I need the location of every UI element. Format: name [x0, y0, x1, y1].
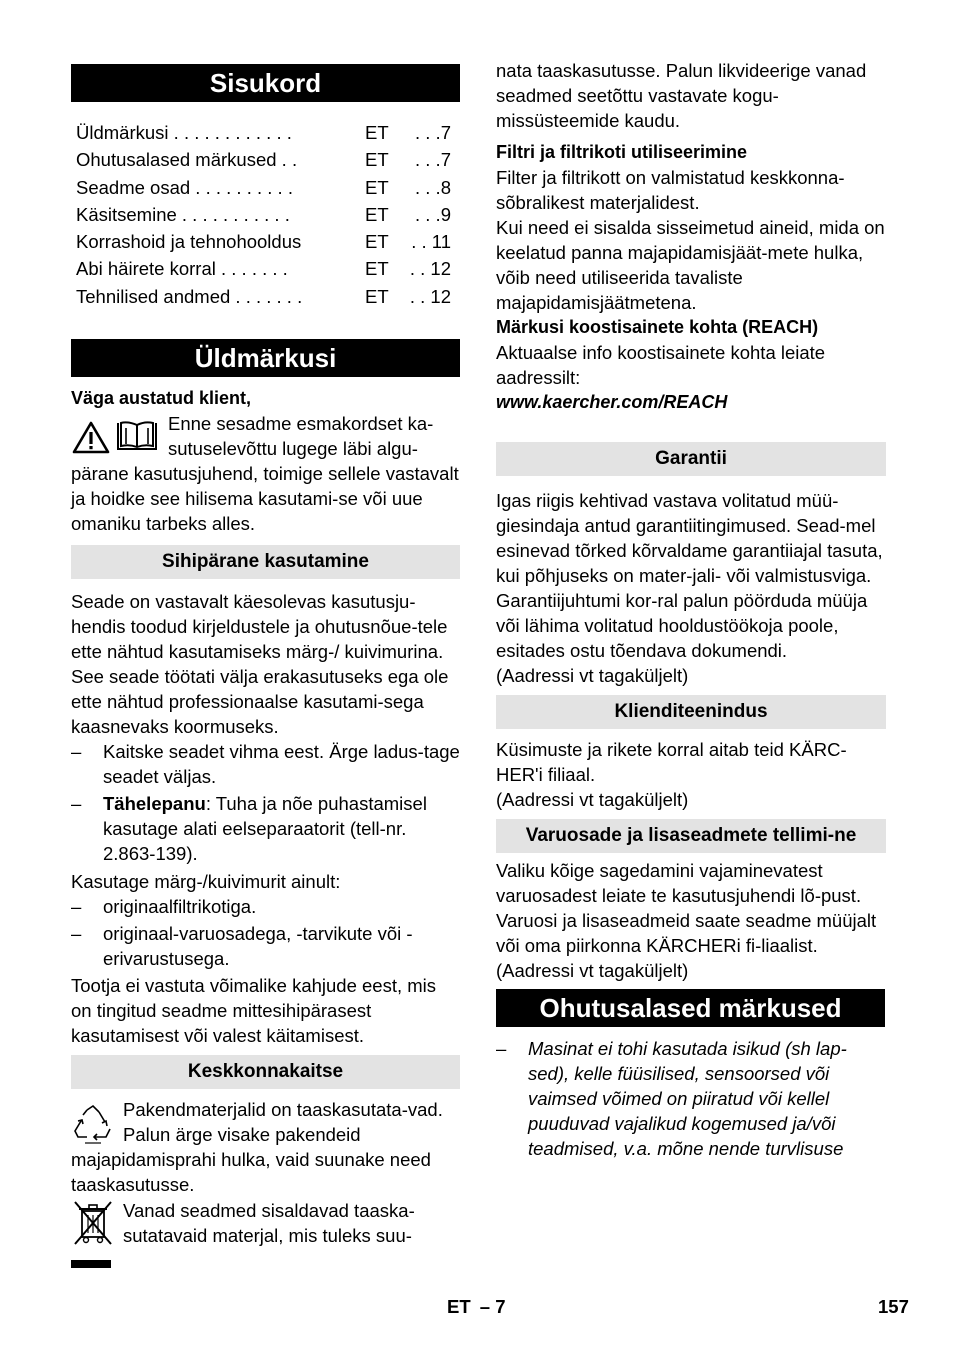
dash-bullet: – [71, 923, 82, 945]
footer-local-page: – 7 [479, 1296, 506, 1317]
toc-entry-page: . . 11 [411, 231, 451, 253]
toc-row[interactable] [71, 228, 460, 255]
filter-p1: Filter ja filtrikott on valmistatud keskkonna-sõbralikest materjalidest. [496, 167, 845, 213]
parts-p1: Valiku kõige sagedamini vajaminevatest varuosadest leiate te kasutusjuhendi lõ-pust. [496, 860, 862, 906]
toc-entry-title: Seadme osad . . . . . . . . . . [76, 176, 293, 198]
left-column [71, 58, 460, 1268]
list-item-text: Masinat ei tohi kasutada isikud (sh lap-sed), kelle füüsilised, sensoorsed või vaimsed võimed on piiratud või kellel puuduvad vajalikud kogemused ja/või teadmised, v.a. mõne nende turvlisuse [528, 1038, 847, 1159]
intro-line: Enne sesadme esmakordset ka- [168, 413, 434, 435]
reach-text: Aktuaalse info koostisainete kohta leiate aadressilt: [496, 342, 826, 388]
service-p1: Küsimuste ja rikete korral aitab teid KÄRC-HER'i filiaal. [496, 739, 847, 785]
toc-entry-lang: ET [365, 285, 389, 307]
packaging-text: Pakendmaterjalid on taaskasutata-vad. Palun ärge visake pakendeid majapidamisprahi hulka, vaid suunake need taaskasutusse. [71, 1099, 443, 1196]
footer-language: ET [447, 1296, 471, 1317]
footer-section [447, 1296, 506, 1318]
old-devices-block [71, 1198, 460, 1250]
intended-p1: Seade on vastavalt käesolevas kasutusju-hendis toodud kirjeldustele ja ohutusnõue-tele ette nähtud kasutamiseks märg-/ kuivimurina. [71, 591, 448, 663]
dash-bullet: – [71, 741, 82, 763]
toc-entry-page: . . .7 [415, 122, 451, 143]
toc-entry-title: Üldmärkusi . . . . . . . . . . . . [76, 122, 292, 143]
reach-title: Märkusi koostisainete kohta (REACH) [496, 317, 819, 337]
toc-entry-title: Abi häirete korral . . . . . . . [76, 258, 288, 280]
old-devices-text: Vanad seadmed sisaldavad taaska-sutatavaid materjal, mis tuleks suu- [123, 1200, 415, 1247]
dash-bullet: – [71, 896, 82, 918]
table-of-contents [71, 119, 460, 310]
intro-block [71, 411, 460, 461]
toc-heading: Sisukord [71, 64, 460, 102]
toc-entry-lang: ET [365, 149, 389, 171]
toc-entry-title: Ohutusalased märkused . . [76, 149, 298, 171]
list-item [71, 894, 460, 919]
toc-entry-lang: ET [365, 258, 389, 280]
manual-book-icon [115, 419, 159, 453]
spare-parts-heading: Varuosade ja lisaseadmete tellimi-ne [496, 819, 886, 853]
attention-label: Tähelepanu [103, 793, 206, 815]
reach-url[interactable]: www.kaercher.com/REACH [496, 392, 728, 412]
toc-entry-title: Korrashoid ja tehnohooldus [76, 231, 302, 253]
intended-use-heading: Sihipärane kasutamine [71, 545, 460, 579]
warranty-heading: Garantii [496, 442, 886, 476]
general-heading: Üldmärkusi [71, 339, 460, 377]
packaging-block [71, 1097, 460, 1197]
dash-bullet: – [496, 1038, 507, 1059]
toc-row[interactable] [71, 146, 460, 173]
toc-entry-page: . . 12 [409, 285, 451, 307]
list-item-text: originaal-varuosadega, -tarvikute või -erivarustusega. [103, 923, 413, 970]
warning-icon [72, 421, 110, 455]
warranty-p2: (Aadressi vt tagaküljelt) [496, 665, 689, 686]
intended-p3: Kasutage märg-/kuivimurit ainult: [71, 871, 341, 893]
list-item-text: originaalfiltrikotiga. [103, 896, 257, 918]
toc-row[interactable] [71, 201, 460, 228]
page-number: 157 [878, 1296, 909, 1317]
dash-bullet: – [71, 793, 82, 815]
intended-p2: See seade töötati välja erakasutuseks ega ole ette nähtud professionaalse kasutami-sega kaasnevaks koormuseks. [71, 666, 449, 738]
right-column [496, 58, 886, 1161]
list-item-text: : Tuha ja nõe puhastamisel kasutage alati eelseparaatorit (tell-nr. 2.863-139). [103, 793, 427, 865]
toc-entry-page: . . 12 [409, 258, 451, 280]
filter-disposal-title: Filtri ja filtrikoti utiliseerimine [496, 142, 748, 162]
intended-p4: Tootja ei vastuta võimalike kahjude eest, mis on tingitud seadme mittesihipärasest kasutamisest või valest käitamisest. [71, 975, 437, 1047]
list-item [71, 921, 460, 971]
toc-entry-lang: ET [365, 122, 389, 143]
intro-line: sutuselevõttu lugege läbi algu- [168, 438, 418, 460]
toc-row[interactable] [71, 255, 460, 282]
service-p2: (Aadressi vt tagaküljelt) [496, 789, 689, 810]
toc-entry-page: . . .7 [415, 149, 451, 171]
toc-entry-page: . . .8 [415, 176, 451, 198]
toc-entry-lang: ET [365, 176, 389, 198]
environment-heading: Keskkonnakaitse [71, 1055, 460, 1089]
crossed-out-bin-icon [71, 1200, 115, 1250]
safety-heading: Ohutusalased märkused [496, 989, 885, 1027]
toc-entry-title: Käsitsemine . . . . . . . . . . . [76, 203, 290, 225]
toc-entry-page: . . .9 [415, 203, 451, 225]
parts-p3: (Aadressi vt tagaküljelt) [496, 960, 689, 981]
weee-bar [71, 1260, 111, 1268]
customer-service-heading: Klienditeenindus [496, 695, 886, 729]
toc-entry-lang: ET [365, 203, 389, 225]
list-item [71, 739, 460, 789]
list-item [71, 791, 460, 866]
list-item-text: Kaitske seadet vihma eest. Ärge ladus-tage seadet väljas. [103, 741, 460, 788]
toc-row[interactable] [71, 119, 460, 146]
toc-entry-title: Tehnilised andmed . . . . . . . [76, 285, 303, 307]
warranty-p1: Igas riigis kehtivad vastava volitatud müü-giesindaja antud garantiitingimused. Sead-mel esinevad tõrked kõrvaldame garantiiajal tasuta, kui põhjuseks on mater-jali- või valmistusviga. Garantiijuhtumi kor-ral palun pöörduda müüja või lähima volitatud hooldustöökoja poole, esitades ostu tõendava dokumendi. [496, 490, 883, 661]
parts-p2: Varuosi ja lisaseadmeid saate seadme müüjalt või oma piirkonna KÄRCHERi fi-liaalist. [496, 910, 877, 956]
toc-row[interactable] [71, 174, 460, 201]
intro-text: pärane kasutusjuhend, toimige sellele vastavalt ja hoidke see hilisema kasutami-se või uue omaniku tarbeks alles. [71, 463, 459, 535]
greeting: Väga austatud klient, [71, 388, 252, 409]
recycling-icon [71, 1103, 115, 1147]
list-item [496, 1036, 886, 1161]
toc-row[interactable] [71, 283, 460, 310]
filter-p2: Kui need ei sisalda sisseimetud aineid, mida on keelatud panna majapidamisjäät-mete hulka, võib need utiliseerida tavaliste majapidamisjäätmetena. [496, 217, 885, 313]
old-devices-continued: nata taaskasutusse. Palun likvideerige vanad seadmed seetõttu vastavate kogu-missüsteemide kaudu. [496, 60, 867, 131]
toc-entry-lang: ET [365, 231, 389, 253]
